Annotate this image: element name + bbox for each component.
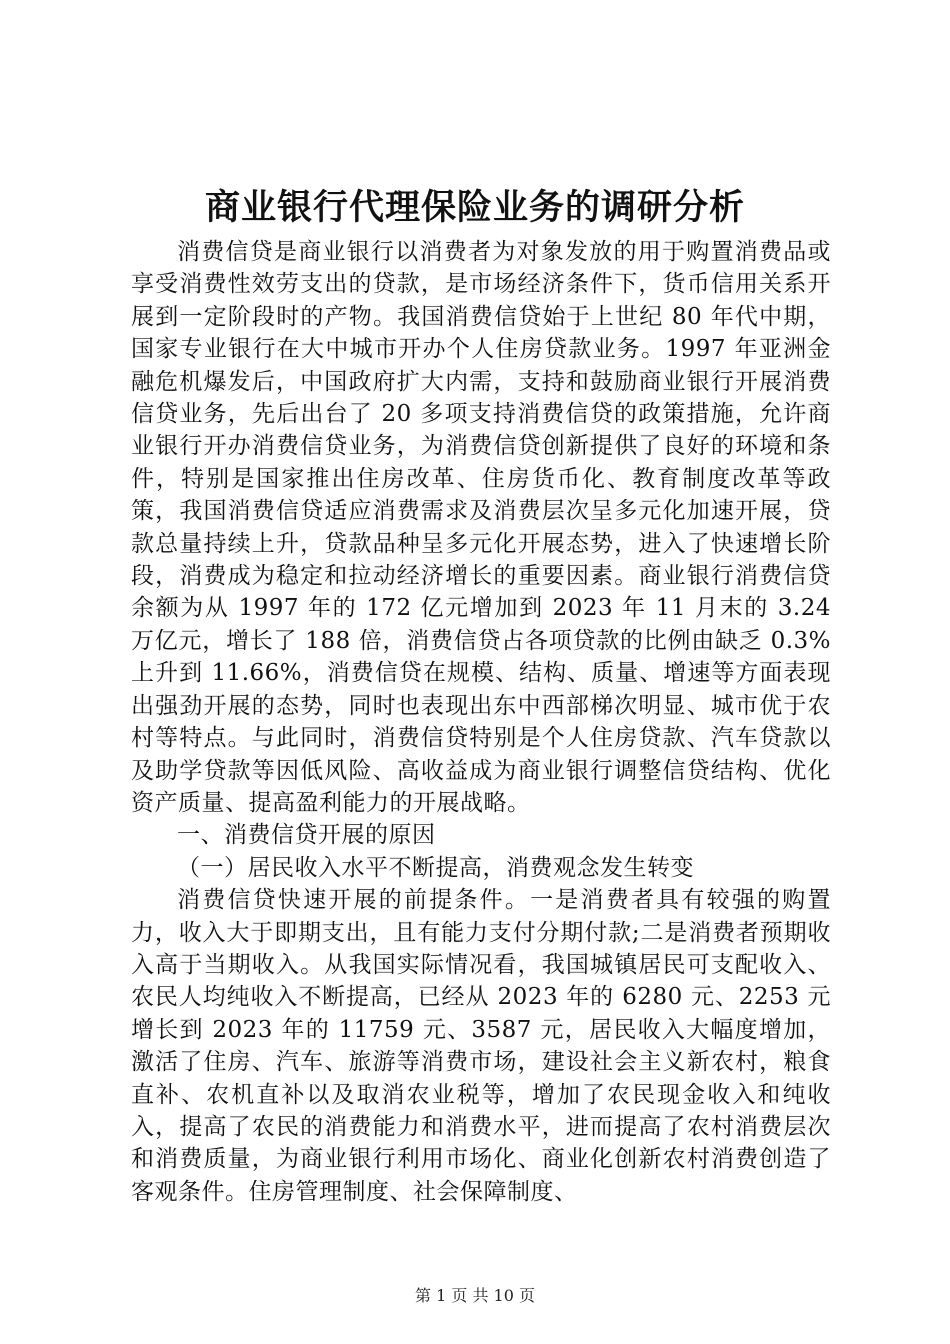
body-paragraph-1: 消费信贷是商业银行以消费者为对象发放的用于购置消费品或享受消费性效劳支出的贷款，是市场经济条件下，货币信用关系开展到一定阶段时的产物。我国消费信贷始于上世纪 80 年代中期，国家专业银行在大中城市开办个人住房贷款业务。1997 年亚洲金融危机爆发后，中国政府扩大内需，支持和鼓励商业银行开展消费信贷业务，先后出台了 20 多项支持消费信贷的政策措施，允许商业银行开办消费信贷业务，为消费信贷创新提供了良好的环境和条件，特别是国家推出住房改革、住房货币化、教育制度改革等政策，我国消费信贷适应消费需求及消费层次呈多元化加速开展，贷款总量持续上升，贷款品种呈多元化开展态势，进入了快速增长阶段，消费成为稳定和拉动经济增长的重要因素。商业银行消费信贷余额为从 1997 年的 172 亿元增加到 2023 年 11 月末的 3.24 万亿元，增长了 188 倍，消费信贷占各项贷款的比例由缺乏 0.3%上升到 11.66%，消费信贷在规模、结构、质量、增速等方面表现出强劲开展的态势，同时也表现出东中西部梯次明显、城市优于农村等特点。与此同时，消费信贷特别是个人住房贷款、汽车贷款以及助学贷款等因低风险、高收益成为商业银行调整信贷结构、优化资产质量、提高盈利能力的开展战略。 [131, 239, 831, 816]
document-body [131, 236, 831, 1208]
body-paragraph-2: 消费信贷快速开展的前提条件。一是消费者具有较强的购置力，收入大于即期支出，且有能力支付分期付款;二是消费者预期收入高于当期收入。从我国实际情况看，我国城镇居民可支配收入、农民人均纯收入不断提高，已经从 2023 年的 6280 元、2253 元增长到 2023 年的 11759 元、3587 元，居民收入大幅度增加，激活了住房、汽车、旅游等消费市场，建设社会主义新农村，粮食直补、农机直补以及取消农业税等，增加了农民现金收入和纯收入，提高了农民的消费能力和消费水平，进而提高了农村消费层次和消费质量，为商业银行利用市场化、商业化创新农村消费创造了客观条件。住房管理制度、社会保障制度、 [131, 887, 831, 1205]
document-title: 商业银行代理保险业务的调研分析 [204, 187, 745, 228]
subsection-heading: （一）居民收入水平不断提高，消费观念发生转变 [177, 854, 694, 881]
page-footer: 第 1 页 共 10 页 [415, 1286, 535, 1305]
section-heading: 一、消费信贷开展的原因 [177, 822, 436, 849]
